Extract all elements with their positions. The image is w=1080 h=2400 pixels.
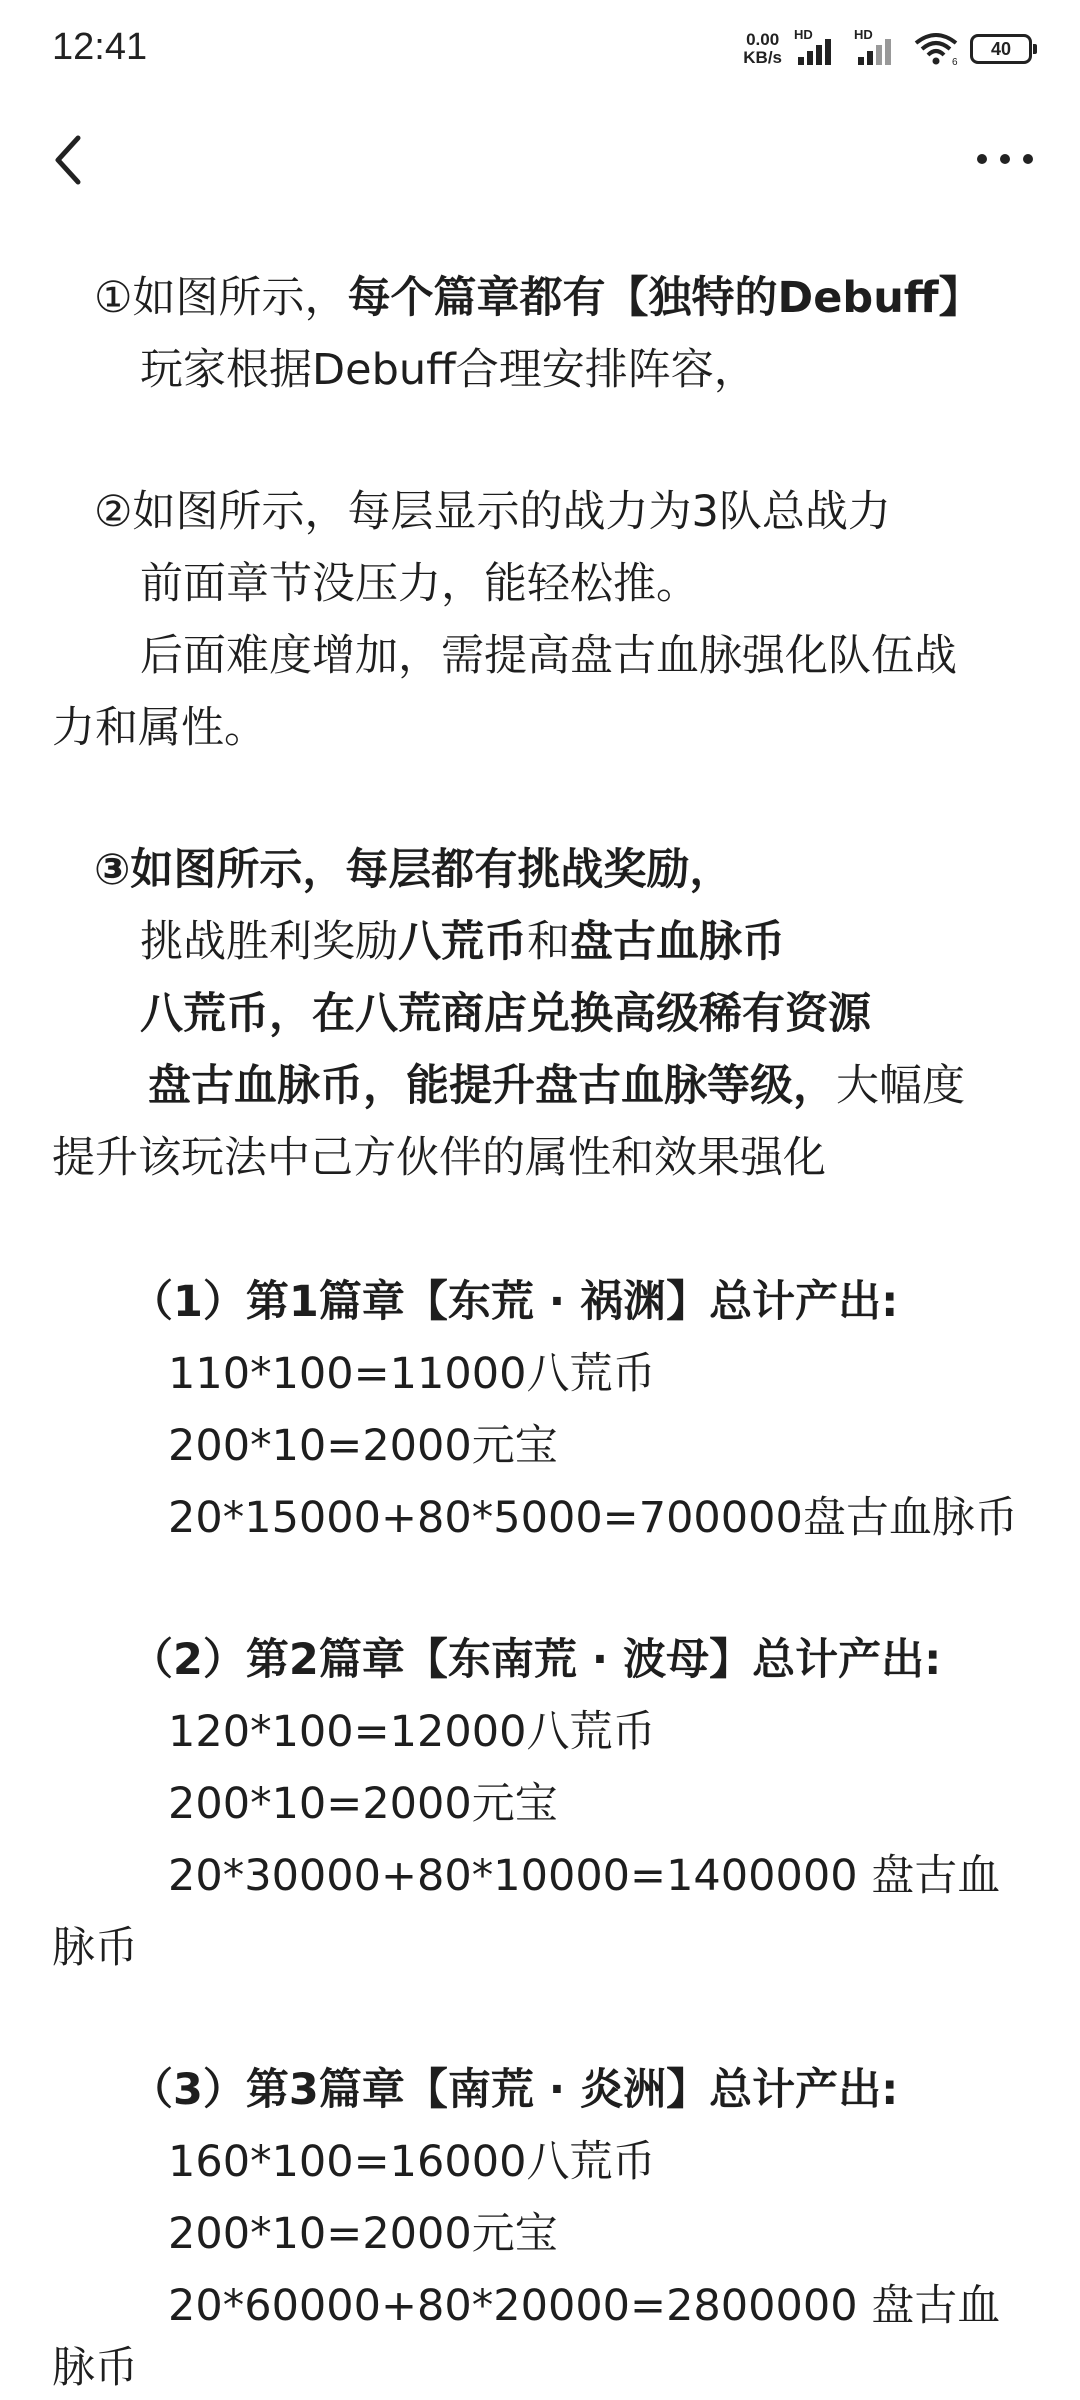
chapter-3-title: （3）第3篇章【南荒 · 炎洲】总计产出:	[130, 2065, 899, 2115]
chapter-3-line-4: 脉币	[52, 2343, 138, 2393]
network-speed	[743, 31, 782, 67]
chapter-3-line-2: 200*10=2000元宝	[168, 2209, 558, 2259]
signal-hd-label-2: HD	[854, 27, 873, 42]
more-options-button[interactable]	[970, 134, 1040, 184]
chapter-1-line-1: 110*100=11000八荒币	[168, 1349, 656, 1399]
chapter-1-title: （1）第1篇章【东荒 · 祸渊】总计产出:	[130, 1277, 899, 1327]
chapter-3-line-1: 160*100=16000八荒币	[168, 2137, 656, 2187]
p3-line4-rest: 大幅度	[836, 1061, 965, 1111]
signal-icon	[794, 27, 842, 67]
battery-icon: 40	[970, 34, 1032, 64]
status-time: 12:41	[52, 26, 148, 68]
chapter-1-line-3: 20*15000+80*5000=700000盘古血脉币	[168, 1493, 1018, 1543]
p3-bold-bahuangbi: 八荒币	[398, 917, 527, 967]
chapter-2-line-2: 200*10=2000元宝	[168, 1779, 558, 1829]
p1-prefix: ①如图所示，	[94, 273, 348, 323]
wifi-icon	[914, 31, 958, 67]
network-speed-value: 0.00	[746, 30, 780, 49]
signal-icon-2	[854, 27, 902, 67]
paragraph-2-line-2: 前面章节没压力，能轻松推。	[140, 559, 699, 609]
chapter-2-line-4: 脉币	[52, 1923, 138, 1973]
paragraph-2-line-4: 力和属性。	[52, 703, 267, 753]
p3-bold-panggu: 盘古血脉币	[570, 917, 785, 967]
chevron-left-icon	[58, 138, 78, 182]
paragraph-2-line-1: ②如图所示，每层显示的战力为3队总战力	[94, 487, 891, 537]
paragraph-2-line-3: 后面难度增加，需提高盘古血脉强化队伍战	[140, 631, 957, 681]
status-icons	[743, 24, 1032, 74]
top-nav-bar	[0, 110, 1080, 210]
paragraph-3-line-5: 提升该玩法中己方伙伴的属性和效果强化	[52, 1133, 826, 1183]
status-bar	[0, 0, 1080, 100]
wifi-label: 6	[952, 57, 958, 67]
paragraph-1-line-2: 玩家根据Debuff合理安排阵容，	[140, 345, 757, 395]
paragraph-3-line-2	[140, 914, 785, 970]
paragraph-3-line-3: 八荒币，在八荒商店兑换高级稀有资源	[140, 989, 871, 1039]
chapter-2-title: （2）第2篇章【东南荒 · 波母】总计产出:	[130, 1635, 942, 1685]
p3-text-a: 挑战胜利奖励	[140, 917, 398, 967]
signal-hd-label: HD	[794, 27, 813, 42]
more-horizontal-icon	[977, 154, 1033, 164]
chapter-2-line-3: 20*30000+80*10000=1400000 盘古血	[168, 1851, 1001, 1901]
paragraph-3-line-1: ③如图所示，每层都有挑战奖励，	[94, 845, 733, 895]
chapter-2-line-1: 120*100=12000八荒币	[168, 1707, 656, 1757]
paragraph-1-line-1	[94, 270, 982, 326]
network-speed-unit: KB/s	[743, 48, 782, 67]
p3-line4-bold: 盘古血脉币，能提升盘古血脉等级，	[148, 1061, 836, 1111]
chapter-3-line-3: 20*60000+80*20000=2800000 盘古血	[168, 2281, 1001, 2331]
p1-bold: 每个篇章都有【独特的Debuff】	[347, 273, 982, 323]
p3-text-c: 和	[527, 917, 570, 967]
paragraph-3-line-4	[148, 1058, 965, 1114]
back-button[interactable]	[46, 130, 96, 190]
chapter-1-line-2: 200*10=2000元宝	[168, 1421, 558, 1471]
